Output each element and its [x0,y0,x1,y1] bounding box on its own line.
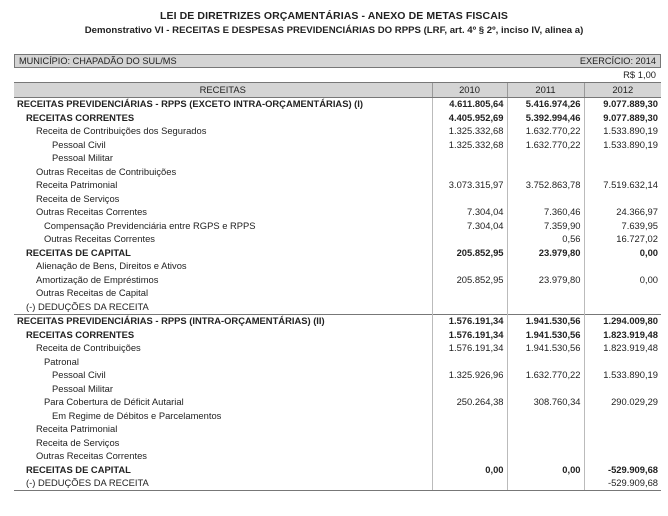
row-label: RECEITAS DE CAPITAL [26,463,131,475]
value-2012: 7.639,95 [584,219,661,233]
value-2012 [584,300,661,314]
row-label: Receita Patrimonial [36,179,118,191]
value-2012 [584,260,661,274]
row-label: Outras Receitas Correntes [36,206,147,218]
value-2010: 0,00 [432,463,507,477]
value-2011 [507,152,584,166]
table-row [14,328,661,342]
table-row [14,260,661,274]
value-2010: 1.325.926,96 [432,369,507,383]
value-2012: 16.727,02 [584,233,661,247]
table-header-row [14,83,661,98]
value-2010: 4.405.952,69 [432,111,507,125]
value-2011 [507,260,584,274]
value-2012: 7.519.632,14 [584,179,661,193]
value-2012 [584,450,661,464]
value-2012 [584,287,661,301]
currency-unit: R$ 1,00 [623,69,656,80]
value-2012: 1.533.890,19 [584,125,661,139]
municipality-label: MUNICÍPIO: CHAPADÃO DO SUL/MS [19,56,177,66]
table-row [14,287,661,301]
value-2010: 4.611.805,64 [432,97,507,111]
value-2012 [584,152,661,166]
value-2012: 1.823.919,48 [584,342,661,356]
value-2011: 1.941.530,56 [507,342,584,356]
table-row [14,477,661,491]
table-row [14,314,661,328]
value-2010 [432,423,507,437]
row-label: RECEITAS CORRENTES [26,111,135,123]
table-row [14,355,661,369]
value-2010 [432,165,507,179]
value-2011: 0,00 [507,463,584,477]
fiscal-year-label: EXERCÍCIO: 2014 [579,56,656,66]
value-2011 [507,382,584,396]
row-label: RECEITAS PREVIDENCIÁRIAS - RPPS (INTRA-ORÇAMENTÁRIAS) (II) [14,314,432,328]
value-2010: 7.304,04 [432,206,507,220]
value-2010: 1.576.191,34 [432,328,507,342]
value-2011: 1.941.530,56 [507,314,584,328]
value-2011 [507,192,584,206]
row-label: Pessoal Civil [52,138,106,150]
table-row [14,300,661,314]
row-label: Receita Patrimonial [36,423,118,435]
value-2011: 3.752.863,78 [507,179,584,193]
value-2012 [584,423,661,437]
municipality-bar [14,54,661,68]
row-label: Outras Receitas de Contribuições [36,165,177,177]
value-2011: 0,56 [507,233,584,247]
row-label: Receita de Contribuições [36,342,141,354]
row-label: Pessoal Civil [52,369,106,381]
value-2011: 7.359,90 [507,219,584,233]
table-row [14,125,661,139]
value-2011 [507,287,584,301]
table-row [14,97,661,111]
row-label: Outras Receitas Correntes [36,450,147,462]
value-2012: 1.533.890,19 [584,138,661,152]
value-2010: 3.073.315,97 [432,179,507,193]
value-2012: 0,00 [584,246,661,260]
column-header-2011: 2011 [507,83,584,98]
row-label: (-) DEDUÇÕES DA RECEITA [26,300,149,312]
value-2011 [507,165,584,179]
value-2010: 1.576.191,34 [432,314,507,328]
value-2010: 1.325.332,68 [432,138,507,152]
row-label: Receita de Contribuições dos Segurados [36,125,207,137]
value-2012: 24.366,97 [584,206,661,220]
value-2010 [432,409,507,423]
column-header-2012: 2012 [584,83,661,98]
row-label: Patronal [44,355,79,367]
row-label: Receita de Serviços [36,192,120,204]
column-header-receitas: RECEITAS [14,83,432,98]
value-2010 [432,260,507,274]
value-2011 [507,436,584,450]
value-2010 [432,152,507,166]
value-2010: 205.852,95 [432,273,507,287]
table-row [14,463,661,477]
row-label: Pessoal Militar [52,152,113,164]
value-2012: 9.077.889,30 [584,111,661,125]
value-2012: 1.294.009,80 [584,314,661,328]
report-title: LEI DE DIRETRIZES ORÇAMENTÁRIAS - ANEXO DE METAS FISCAIS [159,10,509,22]
table-row [14,179,661,193]
value-2011 [507,409,584,423]
value-2012 [584,355,661,369]
value-2010 [432,355,507,369]
value-2011 [507,450,584,464]
value-2011: 5.392.994,46 [507,111,584,125]
value-2012 [584,382,661,396]
value-2010 [432,287,507,301]
value-2012: -529.909,68 [584,463,661,477]
table-row [14,192,661,206]
table-row [14,138,661,152]
row-label: Compensação Previdenciária entre RGPS e RPPS [44,219,256,231]
value-2011: 7.360,46 [507,206,584,220]
table-row [14,152,661,166]
table-row [14,382,661,396]
value-2011 [507,355,584,369]
row-label: Em Regime de Débitos e Parcelamentos [52,409,222,421]
row-label: Alienação de Bens, Direitos e Ativos [36,260,187,272]
row-label: Amortização de Empréstimos [36,273,159,285]
row-label: Para Cobertura de Déficit Autarial [44,396,184,408]
value-2010 [432,192,507,206]
value-2011: 308.760,34 [507,396,584,410]
table-row [14,273,661,287]
value-2010 [432,450,507,464]
table-row [14,165,661,179]
value-2010: 250.264,38 [432,396,507,410]
table-row [14,369,661,383]
row-label: RECEITAS PREVIDENCIÁRIAS - RPPS (EXCETO INTRA-ORÇAMENTÁRIAS) (I) [17,98,364,110]
value-2011: 23.979,80 [507,273,584,287]
value-2012: 1.533.890,19 [584,369,661,383]
value-2011 [507,477,584,491]
value-2011 [507,423,584,437]
report-titles [0,10,668,37]
table-row [14,450,661,464]
row-label: RECEITAS CORRENTES [26,328,135,340]
value-2012 [584,436,661,450]
row-label: Receita de Serviços [36,436,120,448]
revenue-table [14,82,661,491]
value-2011: 1.632.770,22 [507,125,584,139]
value-2012: 290.029,29 [584,396,661,410]
value-2010: 7.304,04 [432,219,507,233]
row-label: Pessoal Militar [52,382,113,394]
value-2010 [432,436,507,450]
table-row [14,409,661,423]
value-2012: 1.823.919,48 [584,328,661,342]
table-row [14,246,661,260]
table-row [14,342,661,356]
table-row [14,111,661,125]
row-label: (-) DEDUÇÕES DA RECEITA [14,477,432,491]
row-label: Outras Receitas Correntes [44,233,155,245]
table-row [14,233,661,247]
value-2011 [507,300,584,314]
value-2010 [432,477,507,491]
value-2011: 5.416.974,26 [507,97,584,111]
report-subtitle: Demonstrativo VI - RECEITAS E DESPESAS PREVIDENCIÁRIAS DO RPPS (LRF, art. 4º § 2º, inciso IV, alinea a) [84,25,584,36]
value-2012: 0,00 [584,273,661,287]
value-2010: 205.852,95 [432,246,507,260]
value-2010: 1.325.332,68 [432,125,507,139]
value-2010 [432,382,507,396]
row-label: RECEITAS DE CAPITAL [26,246,131,258]
value-2011: 1.632.770,22 [507,369,584,383]
column-header-2010: 2010 [432,83,507,98]
value-2010 [432,300,507,314]
value-2010: 1.576.191,34 [432,342,507,356]
value-2012: 9.077.889,30 [584,97,661,111]
value-2012 [584,192,661,206]
table-row [14,219,661,233]
table-row [14,206,661,220]
value-2012 [584,165,661,179]
value-2012: -529.909,68 [584,477,661,491]
row-label: Outras Receitas de Capital [36,287,149,299]
table-row [14,436,661,450]
table-row [14,423,661,437]
value-2011: 1.941.530,56 [507,328,584,342]
value-2011: 23.979,80 [507,246,584,260]
value-2011: 1.632.770,22 [507,138,584,152]
table-row [14,396,661,410]
value-2010 [432,233,507,247]
value-2012 [584,409,661,423]
